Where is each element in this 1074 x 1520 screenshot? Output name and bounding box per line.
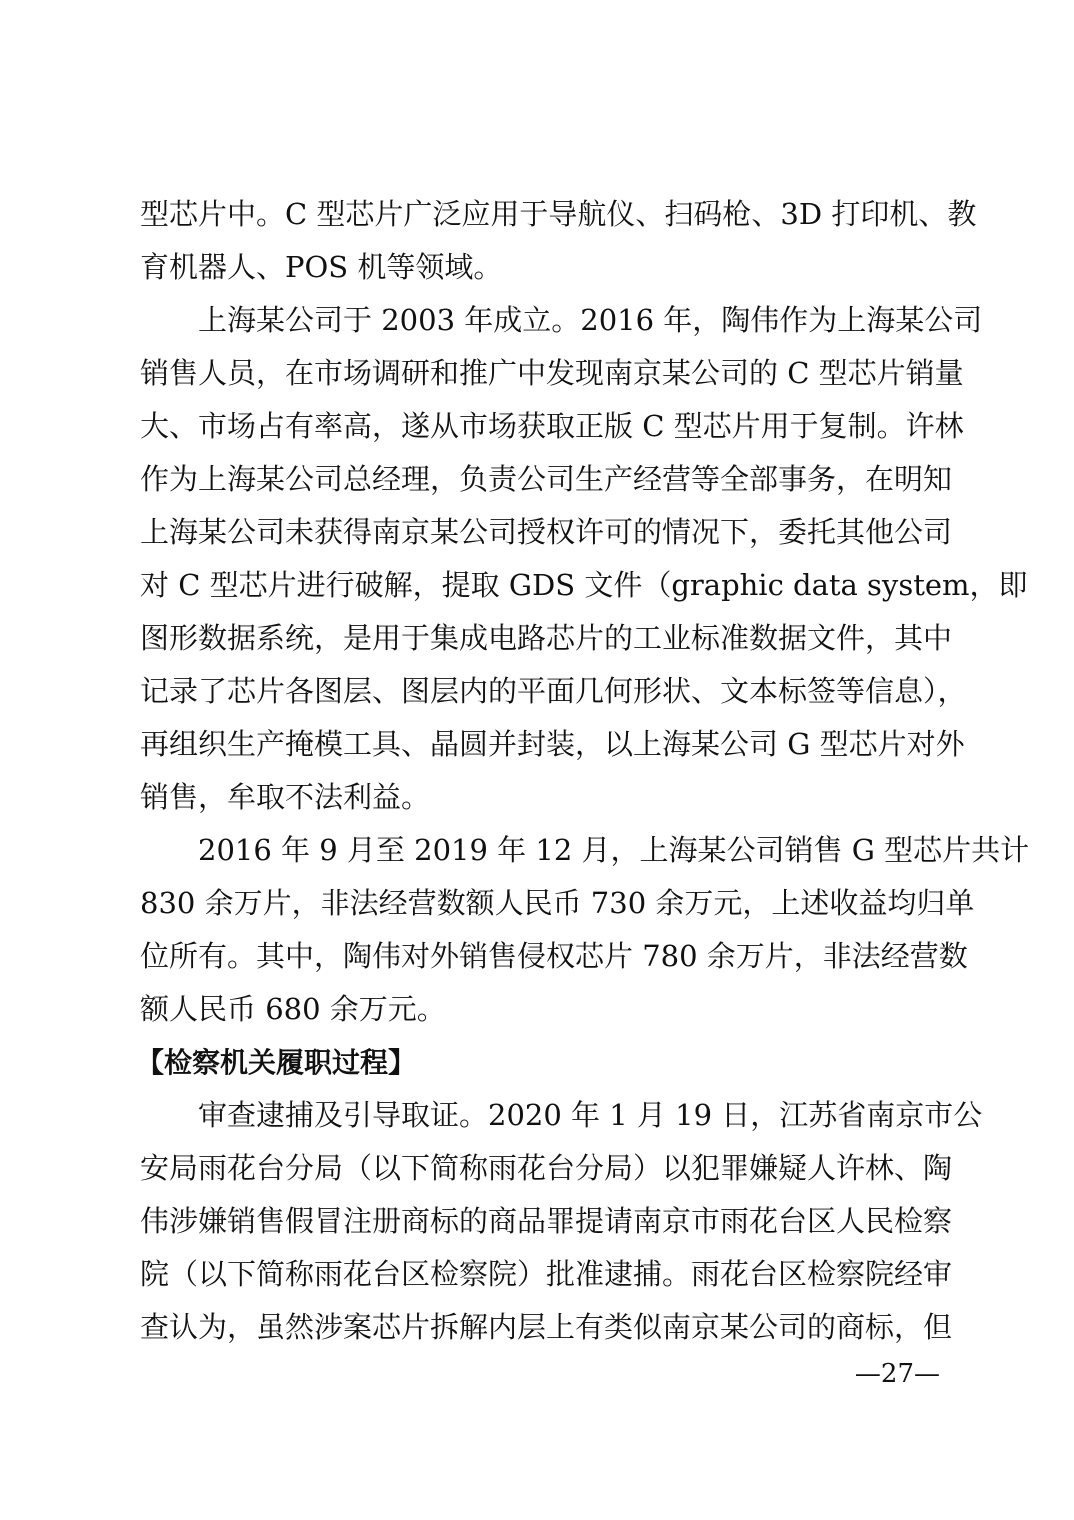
text-line: 育机器人、POS 机等领域。	[140, 250, 503, 284]
paragraph-start-line: 2016 年 9 月至 2019 年 12 月，上海某公司销售 G 型芯片共计	[198, 833, 1030, 867]
text-line: 额人民币 680 余万元。	[140, 992, 446, 1026]
text-line: 上海某公司未获得南京某公司授权许可的情况下，委托其他公司	[140, 515, 953, 549]
text-line: 型芯片中。C 型芯片广泛应用于导航仪、扫码枪、3D 打印机、教	[140, 197, 977, 231]
text-line: 记录了芯片各图层、图层内的平面几何形状、文本标签等信息），	[140, 674, 967, 708]
page-number: —27—	[854, 1359, 940, 1389]
text-line: 再组织生产掩模工具、晶圆并封装，以上海某公司 G 型芯片对外	[140, 727, 965, 761]
text-line: 作为上海某公司总经理，负责公司生产经营等全部事务，在明知	[140, 462, 953, 496]
paragraph-start-line: 上海某公司于 2003 年成立。2016 年，陶伟作为上海某公司	[198, 303, 983, 337]
text-line: 大、市场占有率高，遂从市场获取正版 C 型芯片用于复制。许林	[140, 409, 964, 443]
text-line: 安局雨花台分局（以下简称雨花台分局）以犯罪嫌疑人许林、陶	[140, 1151, 953, 1185]
section-heading: 【检察机关履职过程】	[136, 1046, 417, 1079]
text-line: 对 C 型芯片进行破解，提取 GDS 文件（graphic data system，即	[140, 568, 1028, 602]
body-text	[136, 188, 1030, 1354]
text-line: 位所有。其中，陶伟对外销售侵权芯片 780 余万片，非法经营数	[140, 939, 968, 973]
text-line: 图形数据系统，是用于集成电路芯片的工业标准数据文件，其中	[140, 621, 953, 655]
text-line: 销售，牟取不法利益。	[140, 780, 431, 814]
text-line: 伟涉嫌销售假冒注册商标的商品罪提请南京市雨花台区人民检察	[140, 1204, 953, 1238]
text-line: 830 余万片，非法经营数额人民币 730 余万元，上述收益均归单	[140, 886, 975, 920]
text-line: 查认为，虽然涉案芯片拆解内层上有类似南京某公司的商标，但	[140, 1310, 953, 1344]
paragraph-start-line: 审查逮捕及引导取证。2020 年 1 月 19 日，江苏省南京市公	[198, 1098, 983, 1132]
text-line: 院（以下简称雨花台区检察院）批准逮捕。雨花台区检察院经审	[140, 1257, 953, 1291]
text-line: 销售人员，在市场调研和推广中发现南京某公司的 C 型芯片销量	[140, 356, 964, 390]
